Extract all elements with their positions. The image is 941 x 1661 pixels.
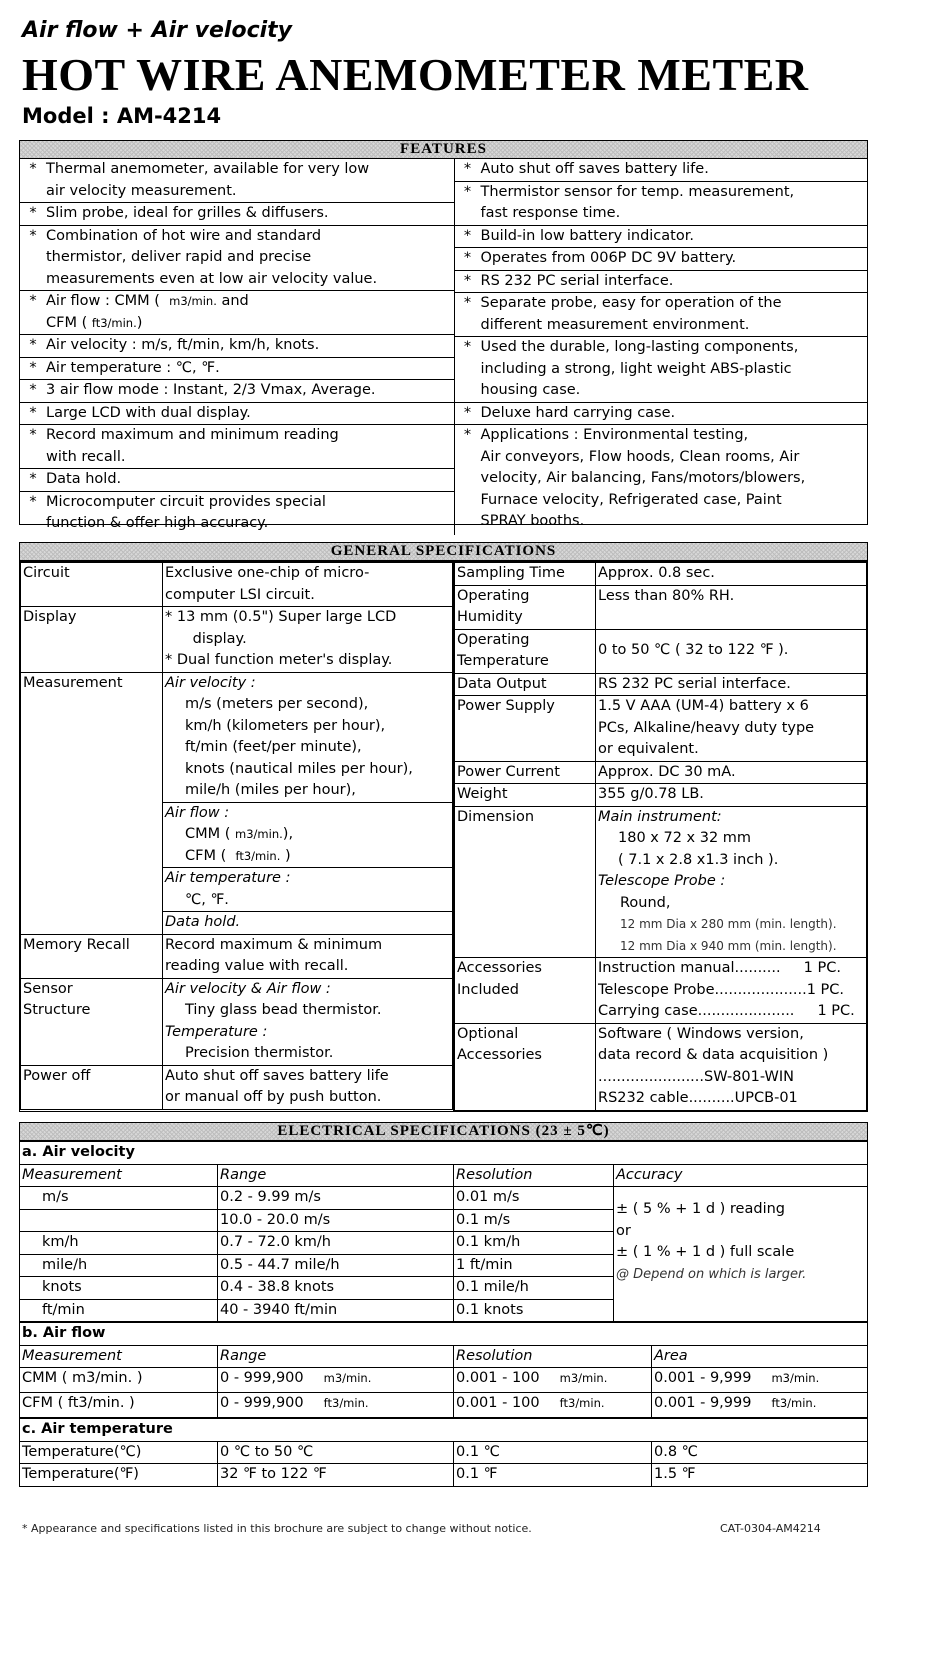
table-row: ft/min 40 - 3940 ft/min 0.1 knots — [20, 1299, 868, 1322]
spec-value-hold: Data hold. — [163, 912, 453, 935]
table-row: CMM ( m3/min. ) 0 - 999,900 m3/min. 0.001 - 100 m3/min. 0.001 - 9,999 m3/min. — [20, 1368, 868, 1393]
feature-item: * Thermal anemometer, available for very low air velocity measurement. — [20, 159, 454, 203]
feature-item-airflow: * Air flow : CMM ( m3/min. and CFM ( ft3/min.) — [20, 291, 454, 335]
spec-label: Sampling Time — [455, 563, 596, 586]
spec-value: Less than 80% RH. — [596, 585, 867, 629]
feature-item: * Thermistor sensor for temp. measurement, fast response time. — [455, 182, 868, 226]
spec-label: Power Supply — [455, 696, 596, 762]
spec-value: 0 to 50 ℃ ( 32 to 122 ℉ ). — [596, 629, 867, 673]
spec-label: Accessories Included — [455, 958, 596, 1024]
feature-item: * Deluxe hard carrying case. — [455, 403, 868, 426]
accuracy-cell: ± ( 5 % + 1 d ) reading or ± ( 1 % + 1 d ) full scale @ Depend on which is larger. — [614, 1187, 868, 1322]
feature-item: * 3 air flow mode : Instant, 2/3 Vmax, Average. — [20, 380, 454, 403]
electrical-specs-section — [19, 1122, 868, 1506]
spec-value: Approx. DC 30 mA. — [596, 761, 867, 784]
table-row: m/s 0.2 - 9.99 m/s 0.01 m/s ± ( 5 % + 1 d ) reading or ± ( 1 % + 1 d ) full scale @ Depend on which is larger. — [20, 1187, 868, 1210]
feature-item: * Operates from 006P DC 9V battery. — [455, 248, 868, 271]
column-header: Resolution — [454, 1164, 614, 1187]
general-specs-heading: GENERAL SPECIFICATIONS — [19, 542, 868, 561]
table-row: 10.0 - 20.0 m/s 0.1 m/s — [20, 1209, 868, 1232]
general-specs-table — [19, 561, 868, 1112]
spec-value: RS 232 PC serial interface. — [596, 673, 867, 696]
product-subtitle: Air flow + Air velocity — [22, 18, 293, 43]
footer-note: * Appearance and specifications listed in this brochure are subject to change without notice. — [22, 1522, 532, 1535]
table-row: km/h 0.7 - 72.0 km/h 0.1 km/h — [20, 1232, 868, 1255]
feature-item: * Record maximum and minimum reading with recall. — [20, 425, 454, 469]
spec-value: * 13 mm (0.5") Super large LCD display. * Dual function meter's display. — [163, 607, 453, 673]
features-right-column — [454, 159, 867, 535]
feature-item: * Combination of hot wire and standard thermistor, deliver rapid and precise measurements even at low air velocity value. — [20, 226, 454, 292]
spec-value: Approx. 0.8 sec. — [596, 563, 867, 586]
spec-value-dimension: Main instrument: 180 x 72 x 32 mm ( 7.1 x 2.8 x1.3 inch ). Telescope Probe : Round, 12 mm Dia x 280 mm (min. length). 12 mm Dia x 940 mm (min. length). — [596, 806, 867, 958]
catalog-code: CAT-0304-AM4214 — [720, 1522, 821, 1535]
spec-label: Display — [21, 607, 163, 673]
features-heading: FEATURES — [20, 141, 867, 159]
spec-label: Circuit — [21, 563, 163, 607]
spec-value-velocity: Air velocity : m/s (meters per second), km/h (kilometers per hour), ft/min (feet/per minute), knots (nautical miles per hour), mile/h (miles per hour), — [163, 672, 453, 802]
product-title: HOT WIRE ANEMOMETER METER — [22, 49, 809, 100]
spec-value: Exclusive one-chip of micro- computer LSI circuit. — [163, 563, 453, 607]
air-velocity-title: a. Air velocity — [20, 1142, 868, 1165]
column-header: Accuracy — [614, 1164, 868, 1187]
electrical-specs-heading: ELECTRICAL SPECIFICATIONS (23 ± 5℃) — [19, 1122, 868, 1141]
column-header: Area — [652, 1345, 868, 1368]
air-velocity-table — [19, 1141, 868, 1322]
column-header: Resolution — [454, 1345, 652, 1368]
table-row: Temperature(℃) 0 ℃ to 50 ℃ 0.1 ℃ 0.8 ℃ — [20, 1441, 868, 1464]
table-row: knots 0.4 - 38.8 knots 0.1 mile/h — [20, 1277, 868, 1300]
table-row: CFM ( ft3/min. ) 0 - 999,900 ft3/min. 0.001 - 100 ft3/min. 0.001 - 9,999 ft3/min. — [20, 1393, 868, 1418]
air-flow-table — [19, 1322, 868, 1418]
air-temperature-title: c. Air temperature — [20, 1419, 868, 1442]
feature-item: * Used the durable, long-lasting components, including a strong, light weight ABS-plastic housing case. — [455, 337, 868, 403]
feature-item: * Separate probe, easy for operation of the different measurement environment. — [455, 293, 868, 337]
spec-label: Sensor Structure — [21, 978, 163, 1065]
spec-label: Operating Humidity — [455, 585, 596, 629]
feature-item: * Applications : Environmental testing, Air conveyors, Flow hoods, Clean rooms, Air velocity, Air balancing, Fans/motors/blowers, Furnace velocity, Refrigerated case, Paint SPRAY booths. — [463, 427, 806, 529]
spec-label: Power off — [21, 1065, 163, 1109]
spec-label: Memory Recall — [21, 934, 163, 978]
feature-item: * Microcomputer circuit provides special function & offer high accuracy. — [29, 493, 326, 531]
feature-item: * Data hold. — [20, 469, 454, 492]
column-header: Range — [218, 1345, 454, 1368]
spec-value-temp: Air temperature : ℃, ℉. — [163, 868, 453, 912]
air-flow-title: b. Air flow — [20, 1323, 868, 1346]
spec-value: Record maximum & minimum reading value with recall. — [163, 934, 453, 978]
general-right — [454, 562, 868, 1112]
spec-value-sensor: Air velocity & Air flow : Tiny glass bead thermistor. Temperature : Precision thermistor. — [163, 978, 453, 1065]
features-section — [19, 140, 868, 531]
spec-label: Dimension — [455, 806, 596, 958]
feature-item: * Build-in low battery indicator. — [455, 226, 868, 249]
table-row: Temperature(℉) 32 ℉ to 122 ℉ 0.1 ℉ 1.5 ℉ — [20, 1464, 868, 1487]
model-number: Model : AM-4214 — [22, 104, 222, 128]
general-left — [20, 562, 454, 1112]
table-row: mile/h 0.5 - 44.7 mile/h 1 ft/min — [20, 1254, 868, 1277]
feature-item: * Slim probe, ideal for grilles & diffusers. — [20, 203, 454, 226]
spec-value: Auto shut off saves battery life or manual off by push button. — [163, 1065, 453, 1109]
spec-label: Measurement — [21, 672, 163, 934]
feature-item: * Auto shut off saves battery life. — [455, 159, 868, 182]
spec-label: Operating Temperature — [455, 629, 596, 673]
spec-value: 1.5 V AAA (UM-4) battery x 6 PCs, Alkaline/heavy duty type or equivalent. — [596, 696, 867, 762]
column-header: Measurement — [20, 1345, 218, 1368]
air-temperature-table — [19, 1418, 868, 1487]
general-specs-section — [19, 542, 868, 1104]
spec-value-airflow: Air flow : CMM ( m3/min.), CFM ( ft3/min. ) — [163, 802, 453, 868]
feature-item: * RS 232 PC serial interface. — [455, 271, 868, 294]
feature-item: * Air velocity : m/s, ft/min, km/h, knots. — [20, 335, 454, 358]
spec-value: 355 g/0.78 LB. — [596, 784, 867, 807]
spec-label: Weight — [455, 784, 596, 807]
spec-label: Data Output — [455, 673, 596, 696]
spec-label: Power Current — [455, 761, 596, 784]
features-table — [20, 159, 867, 535]
spec-value: Software ( Windows version, data record & data acquisition ) .......................SW-801-WIN RS232 cable..........UPCB-01 — [596, 1023, 867, 1110]
column-header: Range — [218, 1164, 454, 1187]
spec-label: Optional Accessories — [455, 1023, 596, 1110]
spec-value: Instruction manual.......... 1 PC. Telescope Probe....................1 PC. Carrying case..................... 1 PC. — [596, 958, 867, 1024]
feature-item: * Air temperature : ℃, ℉. — [20, 358, 454, 381]
column-header: Measurement — [20, 1164, 218, 1187]
features-left-column — [20, 159, 454, 535]
feature-item: * Large LCD with dual display. — [20, 403, 454, 426]
